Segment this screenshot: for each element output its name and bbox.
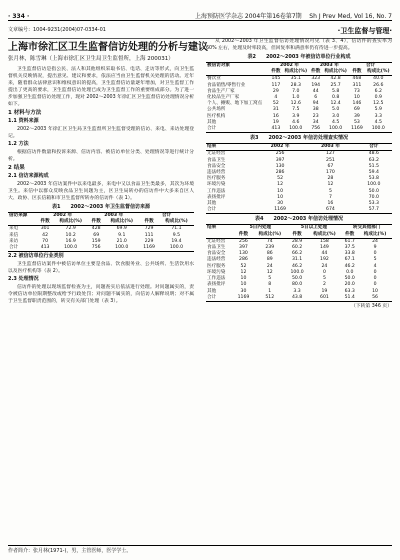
- table-cell: 合计: [206, 126, 270, 133]
- table-cell: 74: [266, 238, 273, 244]
- table-cell: 食品安全: [207, 163, 226, 169]
- table-cell: 10: [372, 288, 378, 294]
- table-cell: 80.0: [291, 282, 303, 288]
- table-header-cell: 构成比(%): [358, 232, 392, 239]
- table-cell: 43.8: [287, 295, 308, 302]
- table-header-cell: 合计: [356, 144, 392, 151]
- table-header-cell: 构成比(%): [365, 69, 392, 76]
- table-cell: 21.0: [116, 238, 127, 244]
- table-cell: 24: [372, 238, 378, 244]
- table-cell: 3.0: [331, 113, 340, 119]
- table-cell: 100.0: [365, 126, 392, 133]
- table-cell: 145: [271, 76, 281, 82]
- table-cell: 24: [266, 263, 273, 269]
- subsection-heading: 2.1 信访来源构成: [8, 173, 49, 179]
- table-cell: 医疗服务: [207, 176, 226, 182]
- table-header-cell: 结果: [206, 225, 234, 232]
- left-column: [8, 66, 194, 540]
- table-cell: 729: [144, 226, 154, 232]
- table-cell: 46.2: [344, 263, 355, 269]
- table-cell: 44: [312, 88, 319, 94]
- table-cell: 73: [354, 88, 360, 94]
- table-cell: 4.5: [331, 119, 340, 125]
- table-cell: 1169: [139, 245, 159, 252]
- table-cell: 30: [240, 288, 247, 294]
- table-header-cell: [206, 69, 270, 76]
- table-cell: 69.9: [116, 226, 127, 232]
- table-cell: 39: [354, 113, 360, 119]
- subsection-heading: 1.2 方法: [8, 141, 29, 147]
- table-cell: 化妆品生产厂家: [207, 95, 240, 101]
- table-cell: 256: [239, 238, 248, 244]
- table-cell: 10: [240, 276, 247, 282]
- author-note: 作者简介：张月林(1971-)，男，主管医师，医学学士。: [8, 548, 132, 554]
- table-cell: 60.2: [291, 245, 303, 251]
- table-cell: 1: [268, 288, 272, 294]
- table-cell: 149: [320, 245, 329, 251]
- table-header-cell: 被信访对象: [206, 63, 270, 70]
- table-cell: 无证经营: [207, 238, 226, 244]
- table-cell: 170: [326, 170, 335, 176]
- table-cell: 42.8: [330, 76, 341, 82]
- table-row: [206, 295, 392, 302]
- page-number: · 334 ·: [8, 13, 30, 20]
- page-footer: [8, 545, 392, 554]
- table-cell: 9: [373, 245, 377, 251]
- table-cell: 31: [272, 107, 279, 113]
- table2-body: [206, 76, 392, 133]
- table-cell: 工作违法: [207, 276, 226, 282]
- table-header-cell: 件数: [311, 69, 321, 75]
- table-header-cell: 构成比(%): [53, 219, 88, 226]
- table-header-cell: 转交其他部门: [341, 225, 392, 232]
- table-cell: 512: [253, 295, 287, 302]
- table-cell: 16.9: [65, 238, 76, 244]
- table-cell: 130: [239, 251, 248, 257]
- table-header-cell: 5日内处理: [234, 225, 287, 232]
- table-header-cell: 2003 年: [309, 63, 349, 70]
- table-cell: 29: [272, 88, 279, 94]
- table-cell: 117: [271, 82, 281, 88]
- table-header-cell: 构成比(%): [282, 69, 309, 76]
- table-cell: 194: [311, 82, 321, 88]
- table-cell: 37.5: [344, 245, 355, 251]
- table-cell: 397: [275, 157, 285, 163]
- table-header-cell: 5日以上处理: [287, 225, 342, 232]
- table3-title: 表3 2002～2003 年信访处理查实情况: [249, 135, 349, 142]
- table-cell: 28.3: [290, 82, 301, 88]
- table-cell: 50.0: [368, 188, 379, 194]
- subsection-heading: 1.1 资料来源: [8, 118, 39, 124]
- table-cell: 来电: [9, 226, 19, 232]
- body-paragraph: 2002～2003 年信访案件中以来电最多，来电中又以食品卫生类最多，其次为环境卫生。来信中以群众反映食品卫生问题为主，区卫生局转办的信访件中大多来自区人大、政协、区长信箱和市卫生监督所转办的信访件（表 1）。: [8, 182, 194, 201]
- table4-body: [206, 238, 392, 301]
- table-row: [206, 126, 392, 133]
- subsection-heading: 2.3 处理情况: [8, 276, 39, 283]
- table-cell: 4.6: [292, 119, 300, 125]
- table4: [206, 224, 392, 301]
- table-cell: 674: [305, 207, 355, 214]
- table-cell: 34: [312, 119, 319, 125]
- table-cell: 12: [266, 269, 273, 275]
- table-header-cell: [8, 219, 37, 226]
- table-cell: 51.4: [341, 295, 358, 302]
- table-cell: 67.1: [344, 257, 355, 263]
- table-cell: 4: [274, 95, 278, 101]
- table-cell: 来访: [9, 238, 19, 244]
- table-cell: 0.9: [374, 95, 382, 101]
- table-header-cell: 构成比(%): [322, 69, 349, 76]
- table1-title: 表1 2002～2003 年卫生监督信访来源: [51, 204, 151, 210]
- table-cell: 9.1: [118, 232, 126, 238]
- table-header-cell: 件数: [88, 219, 104, 226]
- table-cell: 251: [326, 157, 335, 163]
- table-cell: 2: [322, 282, 326, 288]
- table-cell: 1169: [234, 295, 253, 302]
- table-cell: 61.7: [344, 238, 355, 244]
- table-cell: 12: [327, 182, 334, 188]
- table-cell: 1.0: [292, 95, 300, 101]
- table-row: [206, 76, 392, 83]
- table-cell: 个人、摊贩、地下加工窝点: [207, 101, 263, 107]
- table-header-cell: 2002 年: [270, 63, 310, 70]
- table-header-cell: 构成比(%): [159, 219, 194, 226]
- table-cell: 1169: [255, 207, 305, 214]
- table-header-row: [206, 232, 392, 239]
- table-cell: 239: [265, 245, 275, 251]
- table-cell: 100.0: [159, 245, 194, 252]
- table-cell: 其他: [207, 201, 217, 207]
- body-paragraph: 根据信访件数量和投诉来源、信访内容、被信访单位分类、处理情况等进行统计分析。: [8, 150, 194, 162]
- table-header-cell: 结果: [206, 144, 255, 151]
- table-cell: 19: [321, 288, 328, 294]
- body-paragraph: 信访件的处理以现场监督检查为主，问题查实后依法进行处理。对问题属实的，责令被信访单位限期整改或给予行政处罚；对问题不属实的，向信访人解释说明；对不属于卫生监督职责范围的，转交有关部门处理（表 3）。: [8, 285, 194, 305]
- table-cell: 44: [321, 251, 328, 257]
- table-row: [206, 151, 392, 158]
- table-cell: 31.1: [291, 257, 303, 263]
- section-heading: 1 材料与方法: [8, 110, 42, 116]
- table-cell: 413: [271, 126, 281, 132]
- table-cell: 5.8: [331, 88, 340, 94]
- table-cell: 10: [354, 95, 360, 101]
- table-cell: 100.0: [282, 126, 309, 133]
- table-cell: 12.5: [373, 101, 384, 107]
- table-cell: 56: [358, 295, 392, 302]
- table-cell: 100.0: [104, 245, 139, 252]
- table-cell: 3.3: [374, 113, 382, 119]
- table-cell: 10.2: [65, 232, 76, 238]
- body-paragraph: 2002～2003 年徐汇区卫生局卫生监督所卫生监督受理的信访、来电、来访处理登记。: [8, 127, 194, 139]
- table-cell: 229: [144, 238, 154, 244]
- table-cell: 323: [311, 76, 321, 82]
- table-cell: 158: [320, 238, 329, 244]
- table-cell: 413: [37, 245, 53, 252]
- table-cell: 公共场所: [207, 107, 226, 113]
- file-id: 文章编号：1004-9231(2004)07-0334-01: [8, 27, 106, 33]
- table-cell: 7: [328, 194, 332, 200]
- table2: [206, 62, 392, 133]
- table-cell: 0: [373, 276, 377, 282]
- table-cell: 311: [352, 82, 362, 88]
- table-cell: 19.4: [171, 238, 182, 244]
- table-cell: 59.4: [368, 170, 379, 176]
- table-cell: 来信: [9, 232, 19, 238]
- table-cell: 89: [266, 257, 273, 263]
- journal-name: [195, 11, 392, 20]
- table-cell: 食品生产厂家: [207, 88, 235, 94]
- table-cell: 48.6: [368, 151, 379, 157]
- table-header-row: [206, 225, 392, 232]
- table-cell: 12.6: [290, 101, 301, 107]
- table-cell: 表扬批评: [207, 194, 226, 200]
- table-cell: 3.9: [292, 113, 300, 119]
- table-cell: 食品卫生: [207, 245, 226, 251]
- table-cell: 10: [277, 188, 284, 194]
- table-cell: 5.9: [374, 107, 382, 113]
- table-cell: 53.8: [368, 176, 379, 182]
- table-cell: 67: [327, 163, 334, 169]
- table-cell: 医疗服务: [207, 263, 226, 269]
- subsection-heading: 2.2 被信访单位行业类别: [8, 253, 64, 260]
- table-cell: 146: [352, 101, 362, 107]
- article-authors: 张月林，陈雪琳（上海市徐汇区卫生局卫生监督所，上海 200031）: [8, 56, 174, 62]
- running-header: [8, 6, 392, 21]
- table-cell: 19: [272, 119, 279, 125]
- table-cell: 35.1: [290, 76, 301, 82]
- table-cell: 工作违法: [207, 188, 226, 194]
- table-cell: 53: [354, 119, 360, 125]
- table-cell: 6.2: [374, 88, 382, 94]
- table-cell: 86: [266, 251, 273, 257]
- body-paragraph: 卫生监督信访案件中被信访单位主要是食品、饮食服务业、公共场所、生活饮用水以及医疗机构等（表 2）。: [8, 262, 194, 275]
- intro-paragraph: 卫生监督信访是指公民、法人和其他组织采取书信、电话、走访等形式，向卫生监督机关反映情况，提出意见、建议和要求，依法应当由卫生监督机关处理的活动。近年来，随着群众法律意识和维权意识的提高，卫生监督信访量逐年增加，对卫生监督工作提出了更高的要求，卫生监督信访处理已成为卫生监督工作的重要组成部分。为了进一步加强卫生监督信访处理工作，现对 2002～2003 年徐汇区卫生监督信访处理情况分析如下。: [8, 67, 194, 107]
- continued-note: （下转第 346 页）: [351, 303, 392, 309]
- section-label: ·卫生监督与管理·: [337, 27, 392, 35]
- table-cell: 10: [277, 194, 284, 200]
- table-cell: 286: [275, 170, 285, 176]
- table-cell: 违法经营: [207, 257, 226, 263]
- table-cell: 50.0: [344, 276, 355, 282]
- table-header-row: [8, 219, 194, 226]
- table-cell: 301: [40, 226, 50, 232]
- table-header-cell: 构成比(%): [253, 232, 287, 239]
- journal-title-cn: 上海预防医学杂志 2004年第16卷第7期: [195, 13, 302, 20]
- table-cell: 192: [320, 257, 329, 263]
- table-header-row: [206, 69, 392, 76]
- table-cell: 合计: [206, 207, 255, 214]
- table2-title: 表2 2002～2003 年被信访单位行业构成: [247, 54, 351, 60]
- table-cell: 24: [321, 263, 328, 269]
- table-cell: 69: [93, 232, 100, 238]
- table-cell: 23: [312, 113, 319, 119]
- table-cell: 130: [275, 163, 285, 169]
- table-cell: 159: [91, 238, 101, 244]
- table-cell: 5: [322, 276, 326, 282]
- table-cell: 100.0: [322, 126, 349, 133]
- table-cell: 表扬批评: [207, 282, 226, 288]
- table-cell: 16: [327, 201, 334, 207]
- table-header-cell: 合计: [349, 63, 392, 70]
- table-cell: 其他: [207, 288, 217, 294]
- table-header-cell: 件数: [37, 219, 53, 226]
- table-cell: 0: [322, 269, 326, 275]
- table-cell: 0.0: [346, 269, 354, 275]
- table-header-cell: 2002 年: [37, 213, 88, 220]
- table-cell: 10: [240, 282, 247, 288]
- table-header-row: [206, 144, 392, 151]
- table1: [8, 212, 194, 252]
- table-header-cell: 件数: [139, 219, 159, 226]
- table3-body: [206, 151, 392, 214]
- table-cell: 66.2: [291, 251, 303, 257]
- table-cell: 5: [268, 276, 272, 282]
- table-cell: 20.0: [344, 282, 355, 288]
- table-cell: 100.0: [367, 182, 381, 188]
- table-cell: 5: [328, 188, 332, 194]
- table-cell: 100.0: [53, 245, 88, 252]
- table-cell: 30: [277, 201, 284, 207]
- table-row: [8, 226, 194, 233]
- table-cell: 52: [240, 263, 247, 269]
- table-cell: 286: [239, 257, 248, 263]
- table-cell: 7.0: [292, 88, 300, 94]
- table-header-cell: 件数: [287, 232, 308, 239]
- table-cell: 5.0: [331, 107, 340, 113]
- table-cell: 食品卫生: [207, 157, 226, 163]
- table-cell: 756: [311, 126, 321, 132]
- table-cell: 合计: [206, 295, 234, 302]
- table-header-cell: 2003 年: [88, 213, 139, 220]
- table-header-cell: 信访来源: [8, 213, 37, 220]
- table-cell: 28: [327, 176, 334, 182]
- table-cell: 其他: [207, 119, 217, 125]
- table-row: [8, 245, 194, 252]
- table-cell: 8: [268, 282, 272, 288]
- table-cell: 256: [275, 151, 285, 157]
- table-cell: 28.9: [291, 238, 303, 244]
- table-cell: 4: [373, 263, 377, 269]
- table-header-cell: 件数: [349, 69, 364, 76]
- journal-title-en: Sh J Prev Med, Vol 16, No. 7: [309, 13, 392, 20]
- table-cell: 468: [352, 76, 362, 82]
- table-header-cell: 2003 年: [305, 144, 355, 151]
- table-cell: 9.5: [172, 232, 181, 238]
- right-column: [206, 38, 392, 540]
- table-cell: 26.6: [373, 82, 384, 88]
- table-header-cell: 件数: [341, 232, 358, 239]
- table-cell: 0: [373, 269, 377, 275]
- table-cell: 5: [373, 257, 377, 263]
- table-cell: 127: [326, 151, 335, 157]
- table-cell: 12: [277, 182, 284, 188]
- table-cell: 51.5: [368, 163, 379, 169]
- table-cell: 1169: [351, 126, 363, 132]
- table-cell: 食品安全: [207, 251, 226, 257]
- table-cell: 16: [272, 113, 279, 119]
- table-cell: 无证经营: [207, 151, 226, 157]
- table-cell: 397: [239, 245, 248, 251]
- table-cell: 50.0: [291, 276, 303, 282]
- table-cell: 12: [240, 269, 247, 275]
- table-cell: 0: [373, 282, 377, 288]
- table-cell: 33.8: [344, 251, 355, 257]
- table-cell: 57.7: [356, 207, 392, 214]
- table-cell: 94: [312, 101, 319, 107]
- body-paragraph: 从 2002～2003 年卫生监督信访处理情况可见（表 3、4），信访件的查实率为 60% 左右，处理及时率较高，但回复率和满意率仍有待进一步提高。: [206, 39, 392, 51]
- table-cell: 环境污染: [207, 182, 226, 188]
- table-cell: 38: [312, 107, 319, 113]
- table-cell: 12.4: [330, 101, 341, 107]
- table-cell: 52: [277, 176, 284, 182]
- table-header-cell: [206, 232, 234, 239]
- table-cell: 0: [373, 251, 377, 257]
- table-cell: 52: [272, 101, 279, 107]
- table-cell: 40.0: [373, 76, 384, 82]
- table-cell: 6: [314, 95, 318, 101]
- table-cell: 428: [91, 226, 101, 232]
- table-cell: 100.0: [290, 269, 304, 275]
- table-cell: 医疗机构: [207, 113, 226, 119]
- table-header-cell: 构成比(%): [308, 232, 342, 239]
- table-cell: 餐饮业: [207, 76, 221, 82]
- table-cell: 71.1: [171, 226, 182, 232]
- table-row: [206, 207, 392, 214]
- table-cell: 70.0: [368, 194, 379, 200]
- table-header-cell: 合计: [139, 213, 194, 220]
- table-cell: 70: [42, 238, 49, 244]
- table-cell: 601: [308, 295, 342, 302]
- section-heading: 2 结果: [8, 165, 25, 171]
- table-header-cell: 件数: [234, 232, 253, 239]
- table-cell: 0.8: [331, 95, 340, 101]
- table-cell: 111: [144, 232, 154, 238]
- table1-body: [8, 226, 194, 252]
- table-cell: 69: [354, 107, 360, 113]
- table-cell: 环境污染: [207, 269, 226, 275]
- table-cell: 违法经营: [207, 170, 226, 176]
- table-cell: 756: [88, 245, 104, 252]
- table-cell: 食品销售/零售行业: [207, 82, 246, 88]
- table-cell: 53.3: [368, 201, 379, 207]
- table-cell: 63.3: [344, 288, 355, 294]
- table4-title: 表4 2002～2003 年信访处理情况: [254, 216, 344, 223]
- table-header-cell: 2002 年: [255, 144, 305, 151]
- table-cell: 25.7: [330, 82, 341, 88]
- table-cell: 3.3: [293, 288, 301, 294]
- article-title: 上海市徐汇区卫生监督信访处理的分析与建议: [8, 42, 208, 53]
- table-cell: 72.9: [65, 226, 76, 232]
- table-cell: 4.5: [374, 119, 382, 125]
- table-cell: 42: [42, 232, 49, 238]
- table-cell: 7.5: [292, 107, 300, 113]
- table-cell: 46.2: [291, 263, 303, 269]
- table-header-cell: 构成比(%): [104, 219, 139, 226]
- table-cell: 63.2: [368, 157, 379, 163]
- table-header-cell: 件数: [271, 69, 281, 75]
- table3: [206, 143, 392, 214]
- table-cell: 合计: [8, 245, 37, 252]
